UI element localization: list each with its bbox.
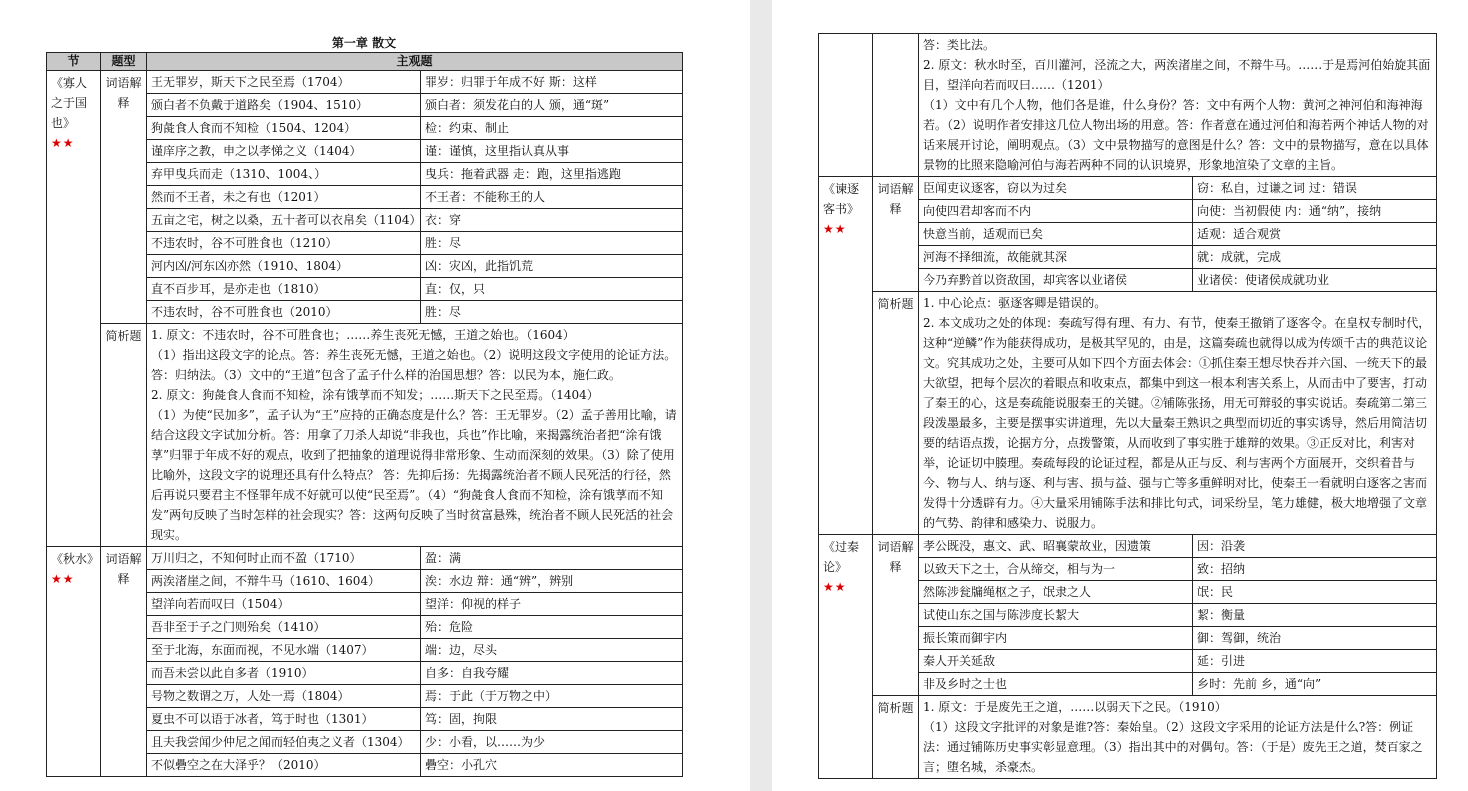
table-row (819, 696, 1437, 779)
analysis-paragraph: 1. 原文：于是废先王之道，……以弱天下之民。（1910） (923, 700, 1227, 714)
vocab-explanation: 御：驾御，统治 (1193, 627, 1437, 650)
question-type: 简析题 (101, 324, 147, 547)
vocab-sentence: 不似礨空之在大泽乎？（2010） (147, 754, 421, 777)
study-table-right (818, 33, 1437, 779)
vocab-sentence: 谨庠序之教，申之以孝悌之义（1404） (147, 140, 421, 163)
header-section: 节 (47, 53, 101, 71)
vocab-sentence: 今乃弃黔首以资敌国，却宾客以业诸侯 (919, 269, 1193, 292)
vocab-sentence: 吾非至于子之门则殆矣（1410） (147, 616, 421, 639)
question-type: 词语解释 (101, 71, 147, 324)
vocab-explanation: 殆：危险 (421, 616, 683, 639)
analysis-paragraph: 2. 本文成功之处的体现：奏疏写得有理、有力、有节，使秦王撤销了逐客令。在皇权专制时代，这种“逆鳞”作为能获得成功，是极其罕见的，由是，这篇奏疏也就得以成为传颂千古的典范议论文。究其成功之处，主要可从如下四个方面去体会：①抓住秦王想尽快吞并六国、一统天下的最大欲望，把每个层次的着眼点和收束点，都集中到这一根本利害关系上，从而击中了要害，打动了秦王的心，这是奏疏能说服秦王的关键。②铺陈张扬，用无可辩驳的事实说话。奏疏第二第三段泼墨最多，主要是摆事实讲道理，先以大量秦王熟识之典型而切近的事实诱导，然后用简洁切要的结语点拨，论据方分，点拨警策，从而收到了事实胜于雄辩的效果。③正反对比，利害对举，论证切中腠理。奏疏每段的论证过程，都是从正与反、利与害两个方面展开，交织着昔与今、物与人、纳与逐、利与害、损与益、强与亡等多重鲜明对比，使秦王一看就明白逐客之害而发得十分透辟有力。④大量采用铺陈手法和排比句式，词采纷呈，笔力雄健，极大地增强了文章的气势、韵律和感染力、说服力。 (923, 316, 1431, 530)
vocab-sentence: 万川归之，不知何时止而不盈（1710） (147, 547, 421, 570)
section-name-cell (47, 547, 101, 777)
page-right (772, 0, 1468, 791)
analysis-paragraph: （1）文中有几个人物，他们各是谁，什么身份？答：文中有两个人物：黄河之神河伯和海神海若。（2）说明作者安排这几位人物出场的用意。答：作者意在通过河伯和海若两个神话人物的对话来展开讨论，阐明观点。（3）文中景物描写的意图是什么？答：文中的景物描写，意在以具体景物的比照来隐喻河伯与海若两种不同的认识境界，形象地渲染了文章的主旨。 (923, 98, 1429, 172)
vocab-explanation: 盈：满 (421, 547, 683, 570)
analysis-paragraph: （1）指出这段文字的论点。答：养生丧死无憾，王道之始也。（2）说明这段文字使用的论证方法。答：归纳法。（3）文中的“王道”包含了孟子什么样的治国思想？答：以民为本，施仁政。 (151, 348, 677, 382)
section-name-cell (819, 535, 873, 779)
vocab-explanation: 检：约束、制止 (421, 117, 683, 140)
vocab-explanation: 衣：穿 (421, 209, 683, 232)
vocab-sentence: 颁白者不负戴于道路矣（1904、1510） (147, 94, 421, 117)
vocab-explanation: 自多：自我夸耀 (421, 662, 683, 685)
star-rating: ★★ (51, 136, 75, 150)
vocab-explanation: 乡时：先前 乡，通“向” (1193, 673, 1437, 696)
table-row (819, 34, 1437, 177)
analysis-cell (919, 34, 1437, 177)
vocab-explanation: 谨：谨慎，这里指认真从事 (421, 140, 683, 163)
vocab-sentence: 弃甲曳兵而走（1310、1004、） (147, 163, 421, 186)
vocab-explanation: 氓：民 (1193, 581, 1437, 604)
vocab-explanation: 端：边，尽头 (421, 639, 683, 662)
vocab-explanation: 不王者：不能称王的人 (421, 186, 683, 209)
vocab-explanation: 颁白者：须发花白的人 颁，通“斑” (421, 94, 683, 117)
analysis-cell (919, 292, 1437, 535)
vocab-sentence: 向使四君却客而不内 (919, 200, 1193, 223)
vocab-explanation: 向使：当初假使 内：通“纳”，接纳 (1193, 200, 1437, 223)
table-row (819, 177, 1437, 200)
question-type: 简析题 (873, 292, 919, 535)
vocab-sentence: 且夫我尝闻少仲尼之闻而轻伯夷之义者（1304） (147, 731, 421, 754)
analysis-paragraph: 答：类比法。 (923, 38, 996, 52)
vocab-explanation: 致：招纳 (1193, 558, 1437, 581)
table-row (47, 324, 683, 547)
chapter-title: 第一章 散文 (331, 36, 397, 50)
analysis-paragraph: （1）这段文字批评的对象是谁?答：秦始皇。（2）这段文字采用的论证方法是什么?答：例证法：通过铺陈历史事实彰显意理。（3）指出其中的对偶句。答：（于是）废先王之道，焚百家之言；堕名城，杀豪杰。 (923, 720, 1423, 774)
vocab-explanation: 业诸侯：使诸侯成就功业 (1193, 269, 1437, 292)
section-name: 《秋水》 (51, 552, 100, 566)
vocab-sentence: 非及乡时之士也 (919, 673, 1193, 696)
section-name: 《寡人之于国也》 (51, 76, 88, 130)
section-name-cell (819, 177, 873, 535)
question-type: 词语解释 (101, 547, 147, 777)
vocab-explanation: 礨空：小孔穴 (421, 754, 683, 777)
header-subjective: 主观题 (147, 53, 683, 71)
vocab-explanation: 笃：固，拘限 (421, 708, 683, 731)
star-rating: ★★ (823, 222, 847, 236)
table-row (47, 71, 683, 94)
vocab-sentence: 快意当前，适观而已矣 (919, 223, 1193, 246)
question-type (873, 34, 919, 177)
vocab-sentence: 河海不择细流，故能就其深 (919, 246, 1193, 269)
study-table-left (46, 52, 683, 777)
star-rating: ★★ (823, 580, 847, 594)
vocab-explanation: 胜：尽 (421, 301, 683, 324)
vocab-sentence: 试使山东之国与陈涉度长絜大 (919, 604, 1193, 627)
vocab-explanation: 望洋：仰视的样子 (421, 593, 683, 616)
header-type: 题型 (101, 53, 147, 71)
table-row (819, 292, 1437, 535)
star-rating: ★★ (51, 572, 75, 586)
section-name-cell (47, 71, 101, 547)
vocab-sentence: 河内凶/河东凶亦然（1910、1804） (147, 255, 421, 278)
vocab-sentence: 不违农时，谷不可胜食也（2010） (147, 301, 421, 324)
vocab-sentence: 夏虫不可以语于冰者，笃于时也（1301） (147, 708, 421, 731)
vocab-sentence: 秦人开关延敌 (919, 650, 1193, 673)
analysis-paragraph: 1. 原文：不违农时，谷不可胜食也；……养生丧死无憾，王道之始也。（1604） (151, 328, 575, 342)
vocab-explanation: 胜：尽 (421, 232, 683, 255)
table-row (819, 535, 1437, 558)
vocab-sentence: 至于北海，东面而视，不见水端（1407） (147, 639, 421, 662)
vocab-sentence: 然而不王者，未之有也（1201） (147, 186, 421, 209)
vocab-explanation: 延：引进 (1193, 650, 1437, 673)
vocab-sentence: 号物之数谓之万，人处一焉（1804） (147, 685, 421, 708)
vocab-explanation: 曳兵：拖着武器 走：跑，这里指逃跑 (421, 163, 683, 186)
vocab-explanation: 因：沿袭 (1193, 535, 1437, 558)
analysis-cell (147, 324, 683, 547)
vocab-explanation: 涘：水边 辩：通“辨”，辨别 (421, 570, 683, 593)
vocab-sentence: 两涘渚崖之间，不辩牛马（1610、1604） (147, 570, 421, 593)
vocab-explanation: 焉：于此（于万物之中） (421, 685, 683, 708)
vocab-sentence: 然陈涉瓮牖绳枢之子，氓隶之人 (919, 581, 1193, 604)
question-type: 简析题 (873, 696, 919, 779)
vocab-explanation: 就：成就，完成 (1193, 246, 1437, 269)
table-header-row (47, 53, 683, 71)
vocab-sentence: 孝公既没，惠文、武、昭襄蒙故业，因遗策 (919, 535, 1193, 558)
analysis-paragraph: 2. 原文：狗彘食人食而不知检，涂有饿莩而不知发；……斯天下之民至焉。（1404） (151, 388, 599, 402)
question-type: 词语解释 (873, 177, 919, 292)
vocab-sentence: 以致天下之士，合从缔交，相与为一 (919, 558, 1193, 581)
section-name: 《过秦论》 (823, 540, 860, 574)
page-gap (750, 0, 772, 791)
vocab-explanation: 窃：私自，过谦之词 过：错误 (1193, 177, 1437, 200)
vocab-sentence: 望洋向若而叹曰（1504） (147, 593, 421, 616)
vocab-explanation: 凶：灾凶，此指饥荒 (421, 255, 683, 278)
vocab-sentence: 振长策而御宇内 (919, 627, 1193, 650)
vocab-sentence: 王无罪岁，斯天下之民至焉（1704） (147, 71, 421, 94)
vocab-explanation: 适观：适合观赏 (1193, 223, 1437, 246)
analysis-paragraph: 1. 中心论点：驱逐客卿是错误的。 (923, 296, 1107, 310)
vocab-explanation: 罪岁：归罪于年成不好 斯：这样 (421, 71, 683, 94)
vocab-sentence: 狗彘食人食而不知检（1504、1204） (147, 117, 421, 140)
vocab-explanation: 直：仅，只 (421, 278, 683, 301)
vocab-sentence: 而吾未尝以此自多者（1910） (147, 662, 421, 685)
analysis-paragraph: （1）为使“民加多”，孟子认为“王”应持的正确态度是什么？答：王无罪岁。（2）孟子善用比喻，请结合这段文字试加分析。答：用拿了刀杀人却说“非我也，兵也”作比喻，来揭露统治者把“涂有饿莩”归罪于年成不好的观点，收到了把抽象的道理说得非常形象、生动而深刻的效果。（3）除了使用比喻外，这段文字的说理还具有什么特点？ 答：先抑后扬：先揭露统治者不顾人民死活的行径，然后再说只要君主不怪罪年成不好就可以使“民至焉”。（4）“狗彘食人食而不知检，涂有饿莩而不知发”两句反映了当时怎样的社会现实？答：这两句反映了当时贫富悬殊，统治者不顾人民死活的社会现实。 (151, 408, 677, 542)
vocab-explanation: 絜：衡量 (1193, 604, 1437, 627)
vocab-sentence: 不违农时，谷不可胜食也（1210） (147, 232, 421, 255)
vocab-explanation: 少：小看，以……为少 (421, 731, 683, 754)
analysis-cell (919, 696, 1437, 779)
vocab-sentence: 臣闻吏议逐客，窃以为过矣 (919, 177, 1193, 200)
section-name-cell (819, 34, 873, 177)
vocab-sentence: 五亩之宅，树之以桑，五十者可以衣帛矣（1104） (147, 209, 421, 232)
table-row (47, 547, 683, 570)
analysis-paragraph: 2. 原文：秋水时至，百川灌河，泾流之大，两涘渚崖之间，不辩牛马。……于是焉河伯始旋其面目，望洋向若而叹曰……（1201） (923, 58, 1431, 92)
section-name: 《谏逐客书》 (823, 182, 860, 216)
vocab-sentence: 直不百步耳，是亦走也（1810） (147, 278, 421, 301)
question-type: 词语解释 (873, 535, 919, 696)
